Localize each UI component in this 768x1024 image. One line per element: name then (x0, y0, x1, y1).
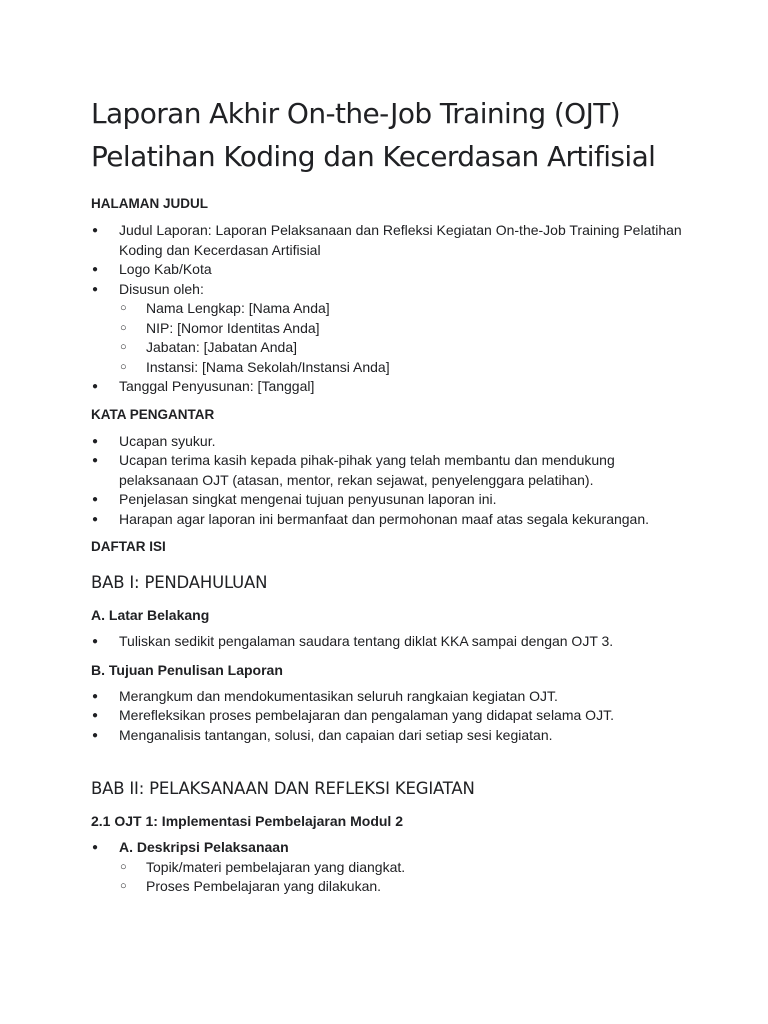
list-item-label: A. Deskripsi Pelaksanaan (119, 839, 289, 855)
list-item: ● Ucapan syukur. (91, 432, 688, 452)
list-item: ● Judul Laporan: Laporan Pelaksanaan dan Refleksi Kegiatan On-the-Job Training Pelatihan Koding dan Kecerdasan Artifisial (91, 221, 688, 260)
list-kata-pengantar (91, 432, 688, 530)
list-deskripsi-pelaksanaan (119, 858, 688, 897)
list-item: ● Merefleksikan proses pembelajaran dan pengalaman yang didapat selama OJT. (91, 706, 688, 726)
heading-ojt-1: 2.1 OJT 1: Implementasi Pembelajaran Modul 2 (91, 813, 403, 829)
heading-tujuan-penulisan: B. Tujuan Penulisan Laporan (91, 661, 283, 678)
heading-latar-belakang: A. Latar Belakang (91, 607, 210, 623)
list-item (91, 838, 688, 897)
list-item: ● Penjelasan singkat mengenai tujuan penyusunan laporan ini. (91, 490, 688, 510)
list-item: ○ NIP: [Nomor Identitas Anda] (119, 319, 688, 339)
list-item: ● Harapan agar laporan ini bermanfaat dan permohonan maaf atas segala kekurangan. (91, 510, 688, 530)
list-item: ● Ucapan terima kasih kepada pihak-pihak yang telah membantu dan mendukung pelaksanaan OJT (atasan, mentor, rekan sejawat, penyelenggara pelatihan). (91, 451, 688, 490)
list-item: ○ Instansi: [Nama Sekolah/Instansi Anda] (119, 358, 688, 378)
heading-daftar-isi: DAFTAR ISI (91, 539, 166, 554)
list-halaman-judul (91, 221, 688, 397)
list-item (91, 280, 688, 378)
heading-halaman-judul: HALAMAN JUDUL (91, 196, 208, 211)
list-tujuan-penulisan (91, 687, 688, 746)
list-item-label: Disusun oleh: (119, 280, 204, 297)
list-item: ● Logo Kab/Kota (91, 260, 688, 280)
list-item: ○ Nama Lengkap: [Nama Anda] (119, 299, 688, 319)
list-item: ○ Topik/materi pembelajaran yang diangkat. (119, 858, 688, 878)
list-item: ● Merangkum dan mendokumentasikan seluruh rangkaian kegiatan OJT. (91, 687, 688, 707)
list-latar-belakang (91, 632, 688, 652)
list-item: ● Tanggal Penyusunan: [Tanggal] (91, 377, 688, 397)
document-title: Laporan Akhir On-the-Job Training (OJT) Pelatihan Koding dan Kecerdasan Artifisial (91, 97, 656, 173)
heading-bab-1: BAB I: PENDAHULUAN (91, 573, 268, 592)
list-disusun-oleh (119, 299, 688, 377)
heading-kata-pengantar: KATA PENGANTAR (91, 406, 215, 422)
list-item: ● Menganalisis tantangan, solusi, dan capaian dari setiap sesi kegiatan. (91, 726, 688, 746)
list-item: ○ Proses Pembelajaran yang dilakukan. (119, 877, 688, 897)
heading-bab-2: BAB II: PELAKSANAAN DAN REFLEKSI KEGIATAN (91, 779, 475, 798)
list-ojt-1 (91, 838, 688, 897)
list-item: ○ Jabatan: [Jabatan Anda] (119, 338, 688, 358)
list-item: ● Tuliskan sedikit pengalaman saudara tentang diklat KKA sampai dengan OJT 3. (91, 632, 688, 652)
